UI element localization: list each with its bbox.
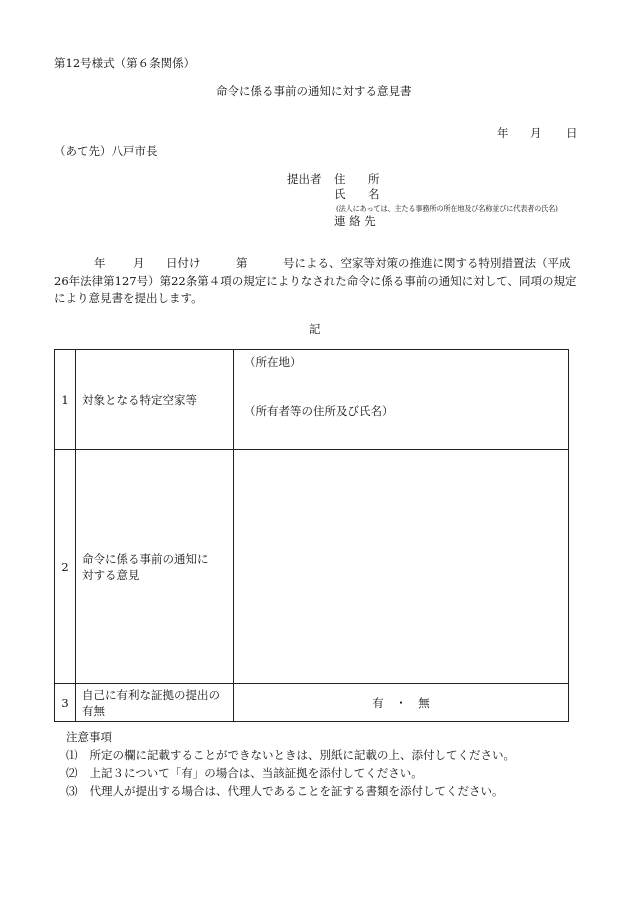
row3-number: 3 <box>55 684 76 722</box>
body-line2: 26年法律第127号）第22条第４項の規定によりなされた命令に係る事前の通知に対して、同項の規定 <box>54 274 577 288</box>
form-number: 第12号様式（第６条関係） <box>54 56 196 70</box>
row2-number: 2 <box>55 450 76 684</box>
name-label-2: 名 <box>368 187 380 201</box>
date-month-label: 月 <box>530 126 542 140</box>
ki-heading: 記 <box>309 322 321 336</box>
contact-label: 連 絡 先 <box>334 214 376 228</box>
row2-label-line1: 命令に係る事前の通知に <box>82 551 209 566</box>
row2-label <box>76 450 234 684</box>
note-text-3: 代理人が提出する場合は、代理人であることを証する書類を添付してください。 <box>89 784 504 798</box>
row3-options[interactable]: 有 ・ 無 <box>234 684 569 722</box>
note-text-1: 所定の欄に記載することができないときは、別紙に記載の上、添付してください。 <box>89 748 515 762</box>
body-number-label: 第 <box>236 256 248 270</box>
document-title: 命令に係る事前の通知に対する意見書 <box>216 84 412 98</box>
row1-label: 対象となる特定空家等 <box>76 350 234 450</box>
row1-owner-label: （所有者等の住所及び氏名） <box>244 404 394 418</box>
note-item-1 <box>66 748 515 762</box>
submitter-label: 提出者 <box>287 172 322 186</box>
body-day-label: 日付け <box>166 256 201 270</box>
row1-value-cell[interactable] <box>234 350 569 450</box>
name-label-1: 氏 <box>334 187 346 201</box>
address-label-1: 住 <box>334 172 346 186</box>
body-line3: により意見書を提出します。 <box>54 291 203 305</box>
row2-value-cell[interactable] <box>234 450 569 684</box>
body-month-label: 月 <box>133 256 145 270</box>
corporate-note: (法人にあっては、主たる事務所の所在地及び名称並びに代表者の氏名) <box>336 204 558 213</box>
form-table <box>54 349 569 722</box>
note-marker-2: ⑵ <box>66 766 78 780</box>
notes-heading: 注意事項 <box>66 730 112 744</box>
note-text-2: 上記３について「有」の場合は、当該証拠を添付してください。 <box>89 766 423 780</box>
table-row-2 <box>55 450 569 684</box>
addressee: （あて先）八戸市長 <box>54 144 158 158</box>
table-row-1 <box>55 350 569 450</box>
date-year-label: 年 <box>497 126 509 140</box>
row3-label-line1: 自己に有利な証拠の提出の <box>82 687 220 702</box>
row1-number: 1 <box>55 350 76 450</box>
body-line1: 号による、空家等対策の推進に関する特別措置法（平成 <box>283 256 571 270</box>
row1-location-label: （所在地） <box>244 355 302 369</box>
note-item-3 <box>66 784 504 798</box>
body-year-label: 年 <box>94 256 106 270</box>
row2-label-line2: 対する意見 <box>82 567 140 582</box>
table-row-3 <box>55 684 569 722</box>
row3-label <box>76 684 234 722</box>
note-marker-3: ⑶ <box>66 784 78 798</box>
date-day-label: 日 <box>566 126 578 140</box>
note-marker-1: ⑴ <box>66 748 78 762</box>
note-item-2 <box>66 766 423 780</box>
address-label-2: 所 <box>368 172 380 186</box>
row3-label-line2: 有無 <box>82 703 105 718</box>
